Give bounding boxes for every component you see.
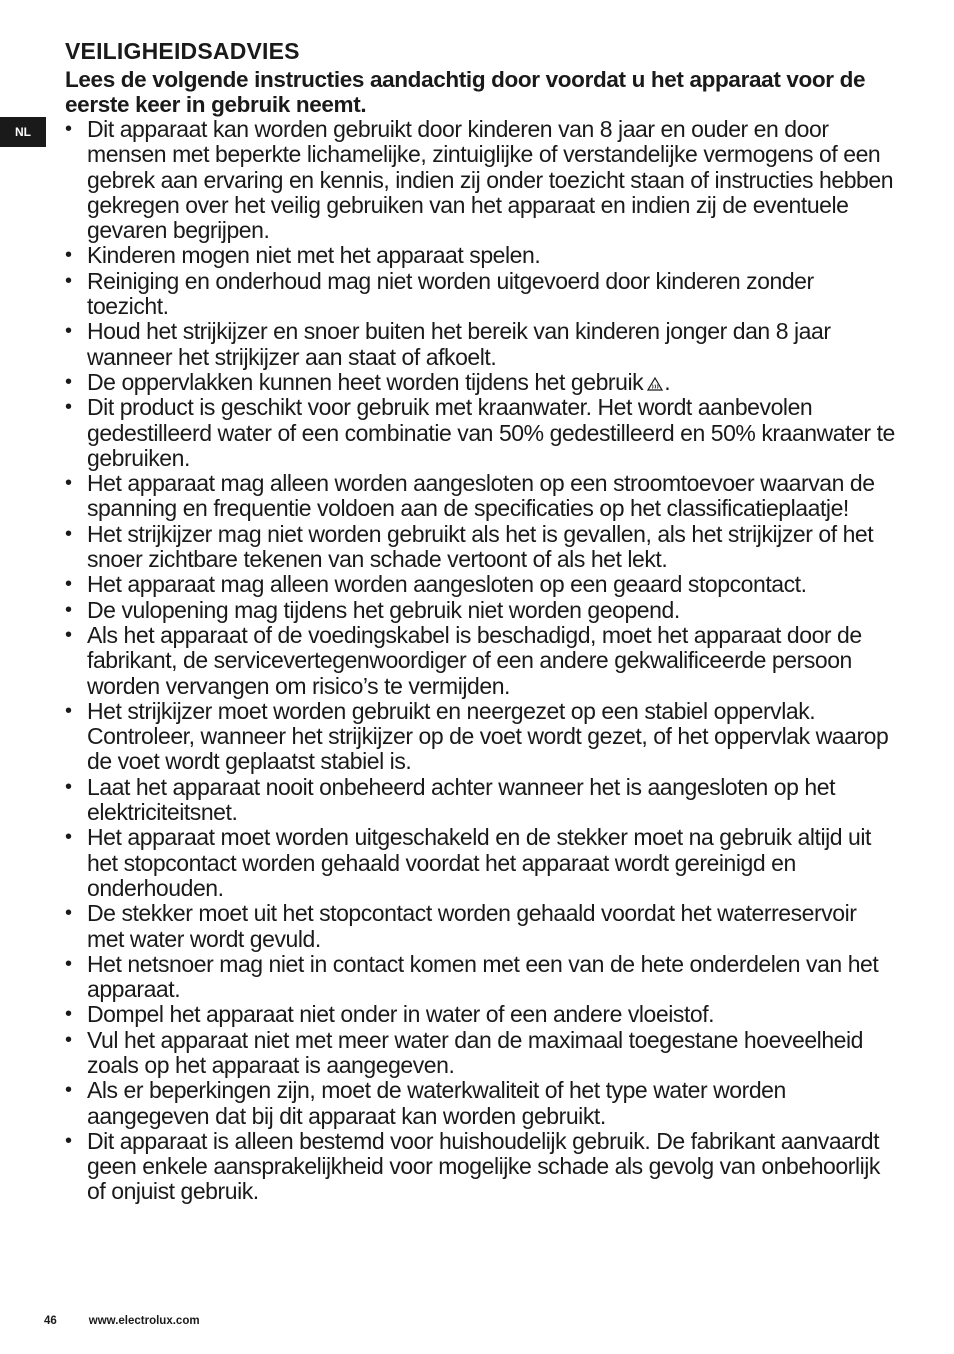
list-item-text: Het strijkijzer mag niet worden gebruikt als het is gevallen, als het strijkijzer of het snoer zichtbare tekenen van schade vertoont of als het lekt.	[87, 520, 874, 573]
safety-list	[65, 117, 895, 1205]
list-item	[65, 699, 895, 775]
bullet-marker: •	[65, 902, 72, 925]
bullet-marker: •	[65, 1028, 72, 1051]
list-item-text: Het apparaat mag alleen worden aangesloten op een stroomtoevoer waarvan de spanning en frequentie voldoen aan de specificaties op het classificatieplaatje!	[87, 470, 875, 522]
bullet-marker: •	[65, 269, 72, 292]
bullet-marker: •	[65, 952, 72, 975]
list-item-text: Het apparaat mag alleen worden aangesloten op een geaard stopcontact.	[87, 571, 807, 598]
list-item-text: Houd het strijkijzer en snoer buiten het bereik van kinderen jonger dan 8 jaar wanneer het strijkijzer aan staat of afkoelt.	[87, 318, 831, 370]
list-item	[65, 1002, 895, 1027]
list-item	[65, 370, 895, 395]
list-item-text: Het strijkijzer moet worden gebruikt en neergezet op een stabiel oppervlak. Controleer, wanneer het strijkijzer op de voet wordt gezet, of het oppervlak waarop de voet wordt geplaatst stabiel is.	[87, 697, 889, 775]
list-item	[65, 952, 895, 1003]
list-item-text: Dit apparaat is alleen bestemd voor huishoudelijk gebruik. De fabrikant aanvaardt geen enkele aansprakelijkheid voor mogelijke schade als gevolg van onbehoorlijk of onjuist gebruik.	[87, 1127, 880, 1205]
bullet-marker: •	[65, 1129, 72, 1152]
list-item	[65, 775, 895, 826]
bullet-marker: •	[65, 472, 72, 495]
list-item	[65, 572, 895, 597]
list-item	[65, 901, 895, 952]
bullet-marker: •	[65, 320, 72, 343]
list-item-text: Het netsnoer mag niet in contact komen met een van de hete onderdelen van het apparaat.	[87, 950, 879, 1003]
page-footer	[44, 1315, 200, 1327]
list-item-text: Reiniging en onderhoud mag niet worden uitgevoerd door kinderen zonder toezicht.	[87, 267, 814, 320]
list-item-text: Laat het apparaat nooit onbeheerd achter wanneer het is aangesloten op het elektriciteitsnet.	[87, 773, 836, 826]
list-item	[65, 623, 895, 699]
section-title: VEILIGHEIDSADVIES	[65, 38, 300, 64]
list-item	[65, 243, 895, 268]
page-number: 46	[44, 1315, 57, 1327]
list-item	[65, 598, 895, 623]
list-item	[65, 117, 895, 243]
list-item	[65, 1078, 895, 1129]
bullet-marker: •	[65, 699, 72, 722]
list-item	[65, 522, 895, 573]
hot-surface-warning-icon	[647, 377, 663, 391]
list-item	[65, 471, 895, 522]
bullet-marker: •	[65, 775, 72, 798]
bullet-marker: •	[65, 1079, 72, 1102]
list-item-text: De stekker moet uit het stopcontact worden gehaald voordat het waterreservoir met water wordt gevuld.	[87, 900, 857, 952]
website-link[interactable]: www.electrolux.com	[88, 1315, 200, 1327]
bullet-marker: •	[65, 370, 72, 393]
list-item	[65, 269, 895, 320]
list-item-text: De vulopening mag tijdens het gebruik niet worden geopend.	[87, 596, 680, 623]
language-tab: NL	[0, 117, 46, 147]
list-item	[65, 395, 895, 471]
bullet-marker: •	[65, 244, 72, 267]
list-item-text: Dit apparaat kan worden gebruikt door kinderen van 8 jaar en ouder en door mensen met beperkte lichamelijke, zintuiglijke of verstandelijke vermogens of een gebrek aan ervaring en kennis, indien zij onder toezicht staan of instructies hebben gekregen over het veilig gebruiken van het apparaat en indien zij de eventuele gevaren begrijpen.	[87, 116, 894, 244]
list-item-text: Het apparaat moet worden uitgeschakeld en de stekker moet na gebruik altijd uit het stopcontact worden gehaald voordat het apparaat wordt gereinigd en onderhouden.	[87, 824, 871, 901]
list-item-text: Als er beperkingen zijn, moet de waterkwaliteit of het type water worden aangegeven dat bij dit apparaat kan worden gebruikt.	[87, 1077, 786, 1129]
list-item-text: De oppervlakken kunnen heet worden tijdens het gebruik	[87, 368, 644, 395]
safety-section	[65, 36, 895, 1205]
bullet-marker: •	[65, 396, 72, 419]
list-item-text: Als het apparaat of de voedingskabel is beschadigd, moet het apparaat door de fabrikant, de servicevertegenwoordiger of een andere gekwalificeerde persoon worden vervangen om risico’s te vermijden.	[87, 621, 862, 699]
bullet-marker: •	[65, 522, 72, 545]
list-item-text: Dompel het apparaat niet onder in water of een andere vloeistof.	[87, 1001, 715, 1028]
list-item	[65, 825, 895, 901]
bullet-marker: •	[65, 623, 72, 646]
list-item	[65, 1129, 895, 1205]
list-item	[65, 1028, 895, 1079]
intro-text: Lees de volgende instructies aandachtig door voordat u het apparaat voor de eerste keer in gebruik neemt.	[65, 67, 866, 117]
list-item-text: Kinderen mogen niet met het apparaat spelen.	[87, 242, 541, 269]
bullet-marker: •	[65, 826, 72, 849]
list-item-text: Vul het apparaat niet met meer water dan de maximaal toegestane hoeveelheid zoals op het apparaat is aangegeven.	[87, 1026, 864, 1078]
bullet-marker: •	[65, 598, 72, 621]
list-item	[65, 319, 895, 370]
list-item-suffix: .	[664, 368, 671, 395]
bullet-marker: •	[65, 118, 72, 140]
bullet-marker: •	[65, 1003, 72, 1026]
bullet-marker: •	[65, 573, 72, 596]
list-item-text: Dit product is geschikt voor gebruik met kraanwater. Het wordt aanbevolen gedestilleerd water of een combinatie van 50% gedestilleerd en 50% kraanwater te gebruiken.	[87, 394, 895, 471]
